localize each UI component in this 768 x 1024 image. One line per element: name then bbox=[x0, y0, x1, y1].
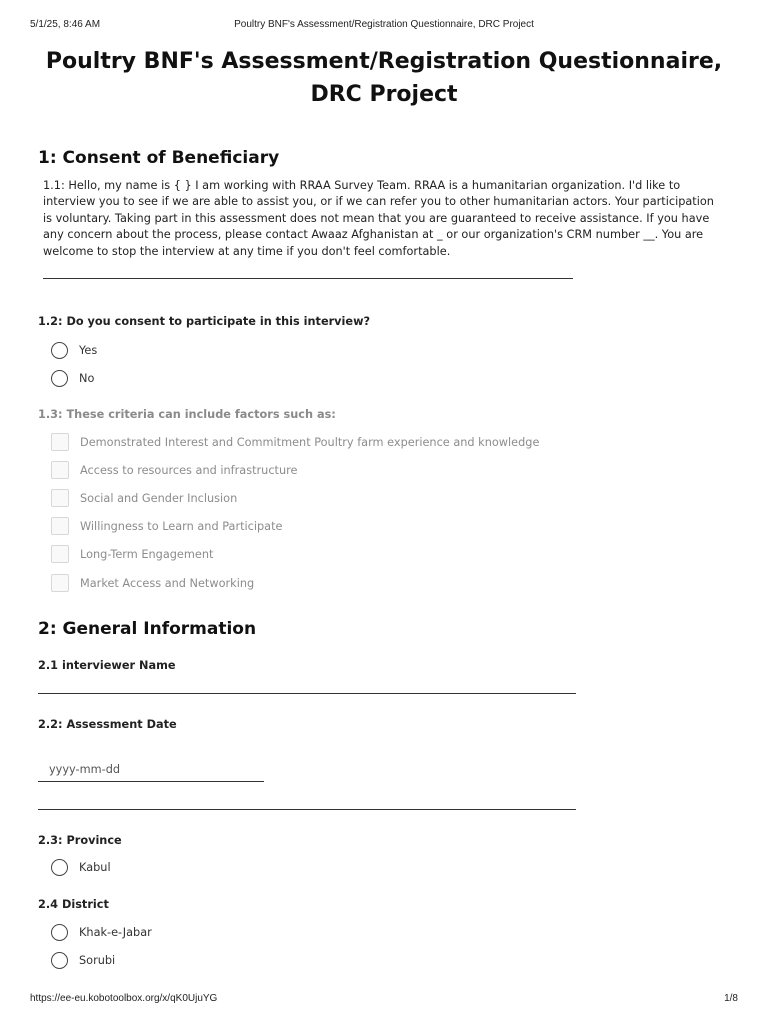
checkbox-icon[interactable] bbox=[51, 461, 69, 479]
print-footer bbox=[0, 993, 768, 1007]
print-page-title: Poultry BNF's Assessment/Registration Questionnaire, DRC Project bbox=[234, 19, 534, 30]
question-interviewer-name-label: 2.1 interviewer Name bbox=[38, 659, 176, 672]
checkbox-option-label: Access to resources and infrastructure bbox=[80, 463, 298, 477]
radio-option-khak-e-jabar[interactable] bbox=[51, 922, 152, 942]
print-datetime: 5/1/25, 8:46 AM bbox=[30, 19, 101, 30]
checkbox-icon[interactable] bbox=[51, 517, 69, 535]
radio-option-sorubi[interactable] bbox=[51, 950, 115, 970]
radio-option-label: Khak-e-Jabar bbox=[79, 925, 152, 939]
radio-option-yes[interactable] bbox=[51, 340, 97, 360]
assessment-date-answer-line bbox=[38, 809, 576, 810]
radio-circle-icon[interactable] bbox=[51, 859, 68, 876]
radio-circle-icon[interactable] bbox=[51, 952, 68, 969]
radio-circle-icon[interactable] bbox=[51, 924, 68, 941]
checkbox-option-inclusion[interactable] bbox=[51, 488, 237, 508]
checkbox-option-label: Market Access and Networking bbox=[80, 576, 255, 590]
checkbox-icon[interactable] bbox=[51, 545, 69, 563]
print-header bbox=[0, 19, 768, 33]
checkbox-icon[interactable] bbox=[51, 489, 69, 507]
radio-option-label: No bbox=[79, 371, 95, 385]
radio-option-label: Kabul bbox=[79, 860, 111, 874]
question-consent-label: 1.2: Do you consent to participate in this interview? bbox=[38, 315, 371, 328]
form-title: Poultry BNF's Assessment/Registration Questionnaire, DRC Project bbox=[45, 49, 723, 107]
radio-circle-icon[interactable] bbox=[51, 370, 68, 387]
checkbox-option-label: Demonstrated Interest and Commitment Poultry farm experience and knowledge bbox=[80, 435, 540, 449]
consent-note: 1.1: Hello, my name is { } I am working with RRAA Survey Team. RRAA is a humanitarian organization. I'd like to interview you to see if we are able to assist you, or if we can refer you to other humanitarian actors. Your participation is voluntary. Taking part in this assessment does not mean that you are guaranteed to receive assistance. If you have any concern about the process, please contact Awaaz Afghanistan at _ or our organization's CRM number __. You are welcome to stop the interview at any time if you don't feel comfortable. bbox=[43, 179, 714, 258]
checkbox-option-interest[interactable] bbox=[51, 432, 539, 452]
radio-option-kabul[interactable] bbox=[51, 857, 111, 877]
question-assessment-date-label: 2.2: Assessment Date bbox=[38, 718, 177, 731]
checkbox-option-market[interactable] bbox=[51, 573, 254, 593]
radio-option-label: Yes bbox=[79, 343, 98, 357]
radio-option-label: Sorubi bbox=[79, 953, 116, 967]
checkbox-option-label: Long-Term Engagement bbox=[80, 547, 214, 561]
print-url: https://ee-eu.kobotoolbox.org/x/qK0UjuYG bbox=[30, 993, 218, 1004]
checkbox-option-label: Social and Gender Inclusion bbox=[80, 491, 238, 505]
print-page-number: 1/8 bbox=[724, 993, 738, 1004]
section-title-consent: 1: Consent of Beneficiary bbox=[38, 148, 280, 168]
question-criteria-label: 1.3: These criteria can include factors such as: bbox=[38, 408, 336, 421]
checkbox-icon[interactable] bbox=[51, 433, 69, 451]
checkbox-icon[interactable] bbox=[51, 574, 69, 592]
radio-option-no[interactable] bbox=[51, 368, 94, 388]
interviewer-name-answer-line[interactable] bbox=[38, 693, 576, 694]
checkbox-option-resources[interactable] bbox=[51, 460, 298, 480]
question-district-label: 2.4 District bbox=[38, 898, 109, 911]
checkbox-option-engagement[interactable] bbox=[51, 544, 213, 564]
question-province-label: 2.3: Province bbox=[38, 834, 122, 847]
assessment-date-input[interactable] bbox=[38, 758, 264, 782]
checkbox-option-willingness[interactable] bbox=[51, 516, 282, 536]
section-title-general-info: 2: General Information bbox=[38, 619, 257, 639]
radio-circle-icon[interactable] bbox=[51, 342, 68, 359]
checkbox-option-label: Willingness to Learn and Participate bbox=[80, 519, 283, 533]
note-answer-line bbox=[43, 278, 573, 279]
